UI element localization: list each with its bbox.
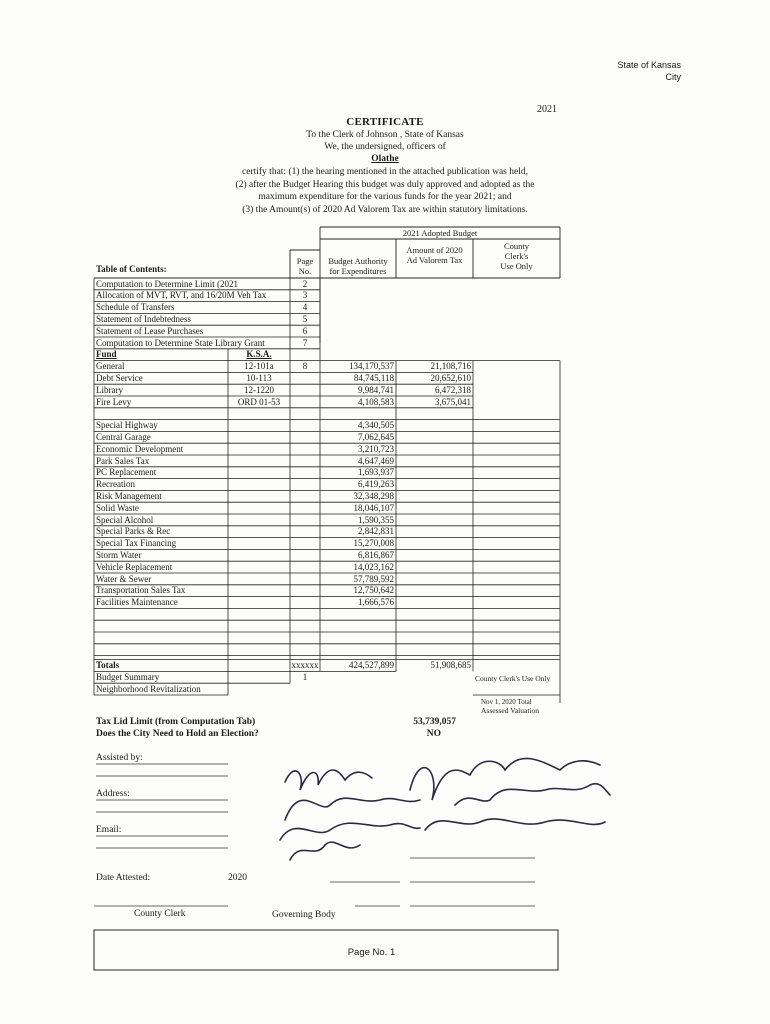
fund-name: Special Tax Financing [96, 538, 177, 549]
fund-name: PC Replacement [96, 467, 157, 478]
fund-tax: 3,675,041 [435, 396, 471, 407]
state-label: State of Kansas [617, 60, 681, 70]
signature-7 [290, 842, 360, 860]
signature-2 [410, 758, 600, 800]
address-label: Address: [96, 789, 130, 799]
governing-body-label: Governing Body [272, 910, 336, 920]
fund-budget: 4,108,583 [358, 396, 394, 407]
assessed-label: Assessed Valuation [481, 705, 539, 715]
clerk-use-label: County Clerk's Use Only [475, 673, 551, 683]
page-no-header: Page No. [296, 256, 314, 276]
fund-budget: 84,745,118 [353, 372, 394, 383]
fund-budget: 18,046,107 [353, 502, 394, 513]
toc-item-name: Computation to Determine State Library Grant [96, 337, 265, 348]
fund-name: Special Highway [96, 420, 158, 431]
tax-lid-value: 53,739,057 [413, 717, 456, 727]
signature-5 [280, 823, 420, 840]
tax-lid-label: Tax Lid Limit (from Computation Tab) [96, 717, 256, 727]
certificate-city: Olathe [371, 154, 399, 164]
signature-1 [285, 770, 372, 790]
budget-year: 2021 [537, 104, 557, 115]
page-number: Page No. 1 [347, 947, 396, 958]
fund-budget: 32,348,298 [353, 490, 394, 501]
fund-name: Library [96, 384, 123, 395]
totals-page: xxxxxx [291, 660, 319, 671]
date-attested-label: Date Attested: [96, 873, 151, 883]
certificate-line-2: (2) after the Budget Hearing this budget was duly approved and adopted as the [235, 180, 535, 190]
fund-tax: 21,108,716 [430, 361, 471, 372]
fund-name: Facilities Maintenance [96, 597, 178, 608]
neighborhood-label: Neighborhood Revitalization [96, 683, 201, 694]
fund-name: Storm Water [96, 549, 142, 560]
fund-budget: 12,750,642 [353, 585, 394, 596]
toc-item-name: Computation to Determine Limit (2021 [96, 278, 238, 289]
fund-page: 8 [302, 361, 308, 372]
fund-budget: 6,419,263 [358, 479, 394, 490]
toc-item-page: 7 [302, 337, 308, 348]
certificate-city-wrap [0, 154, 770, 164]
fund-name: Special Parks & Rec [96, 526, 171, 537]
signature-4 [455, 784, 610, 805]
fund-ksa: 12-101a [244, 361, 274, 372]
county-clerk-label: County Clerk [134, 909, 186, 919]
fund-budget: 1,693,937 [358, 467, 394, 478]
fund-ksa: 10-113 [246, 372, 272, 383]
fund-name: Special Alcohol [96, 514, 154, 525]
fund-name: Debt Service [96, 372, 143, 383]
ad-valorem-header: Amount of 2020 Ad Valorem Tax [406, 245, 463, 265]
fund-budget: 1,666,576 [358, 597, 394, 608]
fund-name: Solid Waste [96, 502, 139, 513]
state-label-block [617, 59, 681, 83]
toc-item-name: Statement of Lease Purchases [96, 325, 204, 336]
fund-label: Fund [96, 349, 117, 360]
certificate-to-line: To the Clerk of Johnson , State of Kansas [306, 130, 464, 140]
fund-name: Water & Sewer [96, 573, 152, 584]
toc-label: Table of Contents: [96, 264, 167, 274]
election-question: Does the City Need to Hold an Election? [96, 729, 259, 739]
totals-tax: 51,908,685 [430, 660, 471, 671]
budget-summary-label: Budget Summary [96, 671, 160, 682]
fund-budget: 9,984,741 [358, 384, 394, 395]
fund-budget: 15,270,008 [353, 538, 394, 549]
certificate-line-3: maximum expenditure for the various funds for the year 2021; and [258, 192, 512, 202]
fund-tax: 6,472,318 [435, 384, 471, 395]
certificate-line-4: (3) the Amount(s) of 2020 Ad Valorem Tax are within statutory limitations. [242, 205, 528, 215]
email-label: Email: [96, 825, 122, 835]
adopted-budget-header: 2021 Adopted Budget [402, 228, 478, 238]
certificate-line-1: certify that: (1) the hearing mentioned in the attached publication was held, [242, 167, 528, 177]
fund-budget: 3,210,723 [358, 443, 394, 454]
totals-budget: 424,527,899 [349, 660, 394, 671]
fund-name: Park Sales Tax [96, 455, 150, 466]
signature-6 [425, 819, 605, 830]
election-answer: NO [426, 729, 441, 739]
fund-name: Central Garage [96, 431, 151, 442]
certificate-undersigned: We, the undersigned, officers of [324, 142, 446, 152]
city-label: City [665, 72, 681, 82]
fund-ksa: ORD 01-53 [237, 396, 281, 407]
toc-item-page: 4 [302, 302, 308, 313]
fund-ksa: 12-1220 [244, 384, 274, 395]
fund-name: General [96, 361, 125, 372]
totals-label: Totals [96, 660, 120, 671]
toc-item-page: 3 [302, 290, 308, 301]
fund-name: Vehicle Replacement [96, 561, 173, 572]
toc-item-page: 6 [302, 325, 308, 336]
assessed-date: Nov 1, 2020 Total [481, 697, 532, 706]
date-year: 2020 [228, 873, 247, 883]
fund-name: Risk Management [96, 490, 162, 501]
assisted-by-label: Assisted by: [96, 753, 143, 763]
certificate-title: CERTIFICATE [346, 116, 424, 128]
signature-3 [285, 798, 420, 820]
ksa-label: K.S.A. [246, 349, 272, 360]
fund-name: Economic Development [96, 443, 184, 454]
fund-name: Fire Levy [96, 396, 132, 407]
fund-budget: 1,590,355 [358, 514, 394, 525]
fund-budget: 2,842,831 [358, 526, 394, 537]
budget-authority-header: Budget Authority for Expenditures [328, 256, 388, 276]
toc-item-name: Statement of Indebtedness [96, 313, 191, 324]
toc-item-page: 2 [302, 278, 308, 289]
fund-budget: 4,647,469 [358, 455, 394, 466]
fund-budget: 134,170,537 [349, 361, 394, 372]
fund-budget: 14,023,162 [353, 561, 394, 572]
fund-budget: 6,816,867 [358, 549, 394, 560]
fund-name: Transportation Sales Tax [96, 585, 186, 596]
toc-item-name: Allocation of MVT, RVT, and 16/20M Veh Tax [96, 290, 267, 301]
fund-budget: 57,789,592 [353, 573, 394, 584]
toc-item-name: Schedule of Transfers [96, 302, 175, 313]
county-clerk-header: County Clerk's Use Only [500, 241, 533, 271]
fund-name: Recreation [96, 479, 135, 490]
fund-budget: 7,062,645 [358, 431, 394, 442]
fund-budget: 4,340,505 [358, 420, 394, 431]
toc-item-page: 5 [302, 313, 308, 324]
fund-tax: 20,652,610 [430, 372, 471, 383]
budget-summary-page: 1 [302, 671, 308, 682]
